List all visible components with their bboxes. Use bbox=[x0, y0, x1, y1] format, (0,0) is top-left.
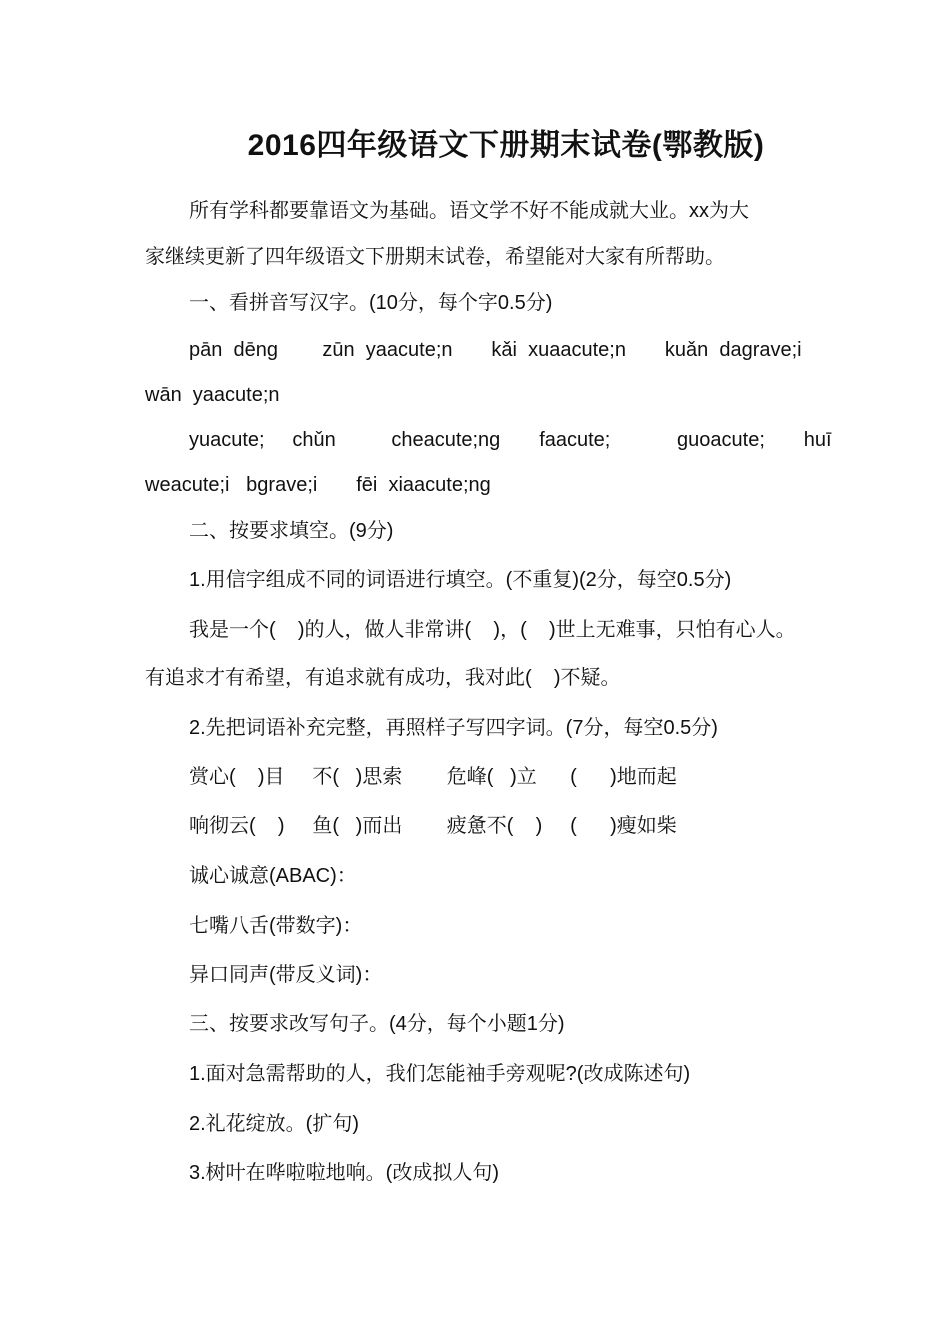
idiom-example-number: 七嘴八舌(带数字)： bbox=[189, 915, 363, 937]
section-1-heading: 一、看拼音写汉字。(10分，每个字0.5分) bbox=[189, 292, 553, 314]
intro-line-1: 所有学科都要靠语文为基础。语文学不好不能成就大业。xx为大 bbox=[189, 200, 749, 222]
question-2-1: 1.用信字组成不同的词语进行填空。(不重复)(2分，每空0.5分) bbox=[189, 569, 732, 591]
idiom-row-2: 响彻云( ) 鱼( )而出 疲惫不( ) ( )瘦如柴 bbox=[189, 815, 677, 837]
question-2-2: 2.先把词语补充完整，再照样子写四字词。(7分，每空0.5分) bbox=[189, 717, 718, 739]
section-3-heading: 三、按要求改写句子。(4分，每个小题1分) bbox=[189, 1013, 565, 1035]
pinyin-line-3: yuacute; chǔn cheacute;ng faacute; guoacute; huī bbox=[189, 429, 832, 451]
question-2-1-text-a: 我是一个( )的人，做人非常讲( )，( )世上无难事，只怕有心人。 bbox=[189, 619, 796, 641]
section-2-heading: 二、按要求填空。(9分) bbox=[189, 520, 394, 542]
pinyin-line-2: wān yaacute;n bbox=[145, 384, 280, 406]
question-3-3: 3.树叶在哗啦啦地响。(改成拟人句) bbox=[189, 1162, 499, 1184]
question-3-1: 1.面对急需帮助的人，我们怎能袖手旁观呢?(改成陈述句) bbox=[189, 1063, 691, 1085]
pinyin-line-1: pān dēng zūn yaacute;n kǎi xuaacute;n kuǎn dagrave;i bbox=[189, 339, 802, 361]
idiom-example-antonym: 异口同声(带反义词)： bbox=[189, 964, 383, 986]
pinyin-line-4: weacute;i bgrave;i fēi xiaacute;ng bbox=[145, 474, 491, 496]
idiom-row-1: 赏心( )目 不( )思索 危峰( )立 ( )地而起 bbox=[189, 766, 677, 788]
idiom-example-abac: 诚心诚意(ABAC)： bbox=[189, 865, 357, 887]
question-2-1-text-b: 有追求才有希望，有追求就有成功，我对此( )不疑。 bbox=[145, 667, 621, 689]
question-3-2: 2.礼花绽放。(扩句) bbox=[189, 1113, 359, 1135]
document-title: 2016四年级语文下册期末试卷(鄂教版) bbox=[247, 129, 765, 162]
intro-line-2: 家继续更新了四年级语文下册期末试卷，希望能对大家有所帮助。 bbox=[145, 246, 725, 268]
